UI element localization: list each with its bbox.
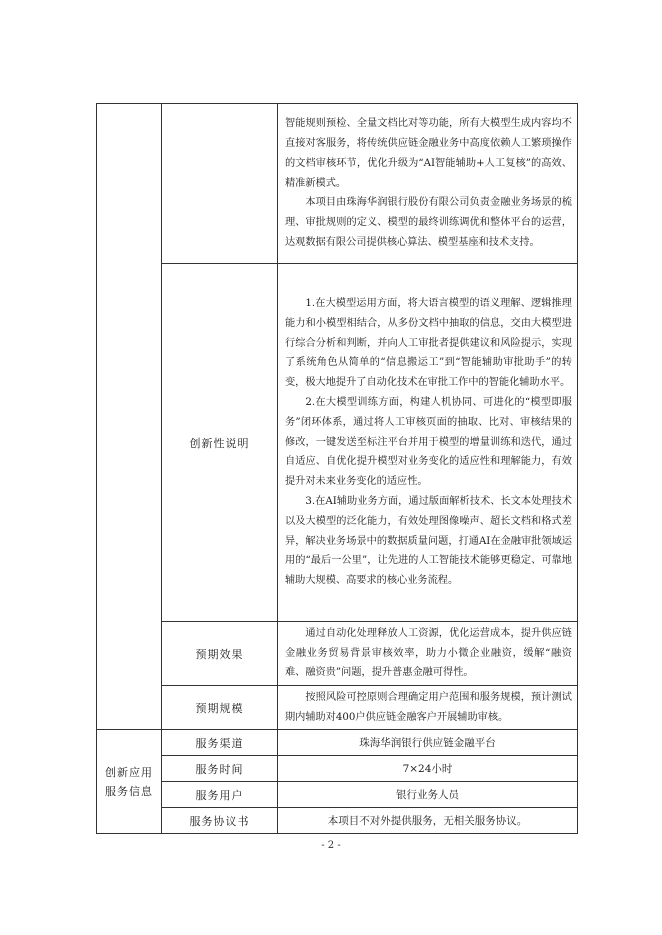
blank-cell-left [97,104,162,730]
innovation-cell [278,264,578,622]
innovation-label: 创新性说明 [162,264,278,622]
expected-scale-label: 预期规模 [162,686,278,730]
project-intro-paragraph-1: 智能规则预检、全量文档比对等功能，所有大模型生成内容均不直接对客服务，将传统供应链金融业务中高度依赖人工繁琐操作的文档审核环节，优化升级为“AI智能辅助+人工复核”的高效、精准新模式。 [285,118,572,189]
innovation-paragraph-2: 2.在大模型训练方面，构建人机协同、可进化的“模型即服务”闭环体系，通过将人工审核页面的抽取、比对、审核结果的修改，一键发送至标注平台并用于模型的增量训练和迭代，通过自适应、自优化提升模型对业务变化的适应性和理解能力，有效提升对未来业务变化的适应性。 [285,397,572,488]
application-form-table [96,103,578,834]
service-channel-value: 珠海华润银行供应链金融平台 [278,730,578,756]
expected-effect-label: 预期效果 [162,622,278,686]
innovation-paragraph-1: 1.在大模型运用方面，将大语言模型的语义理解、逻辑推理能力和小模型相结合，从多份文档中抽取的信息，交由大模型进行综合分析和判断，并向人工审批者提供建议和风险提示，实现了系统角色从简单的“信息搬运工”到“智能辅助审批助手”的转变，极大地提升了自动化技术在审批工作中的智能化辅助水平。 [285,298,572,389]
expected-effect-text: 通过自动化处理释放人工资源，优化运营成本，提升供应链金融业务贸易背景审核效率，助力小微企业融资，缓解“融资难、融资贵”问题，提升普惠金融可得性。 [278,622,578,686]
service-info-group-line-2: 服务信息 [105,784,153,798]
expected-scale-text: 按照风险可控原则合理确定用户范围和服务规模，预计测试期内辅助对400户供应链金融客户开展辅助审核。 [278,686,578,730]
innovation-paragraph-3: 3.在AI辅助业务方面，通过版面解析技术、长文本处理技术以及大模型的泛化能力，有效处理图像噪声、超长文档和格式差异，解决业务场景中的数据质量问题，打通AI在金融审批领域运用的“最后一公里”，让先进的人工智能技术能够更稳定、可靠地辅助大规模、高要求的核心业务流程。 [285,495,572,587]
project-intro-cell [278,104,578,264]
service-agreement-value: 本项目不对外提供服务，无相关服务协议。 [278,808,578,834]
service-users-label: 服务用户 [162,782,278,808]
service-channel-label: 服务渠道 [162,730,278,756]
service-info-group-line-1: 创新应用 [105,765,153,779]
blank-cell-label [162,104,278,264]
service-info-group-label [97,730,162,834]
service-time-label: 服务时间 [162,756,278,782]
service-users-value: 银行业务人员 [278,782,578,808]
page-number: - 2 - [321,840,341,851]
service-agreement-label: 服务协议书 [162,808,278,834]
service-time-value: 7×24小时 [278,756,578,782]
project-intro-paragraph-2: 本项目由珠海华润银行股份有限公司负责金融业务场景的梳理、审批规则的定义、模型的最终训练调优和整体平台的运营，达观数据有限公司提供核心算法、模型基座和技术支持。 [285,197,572,248]
